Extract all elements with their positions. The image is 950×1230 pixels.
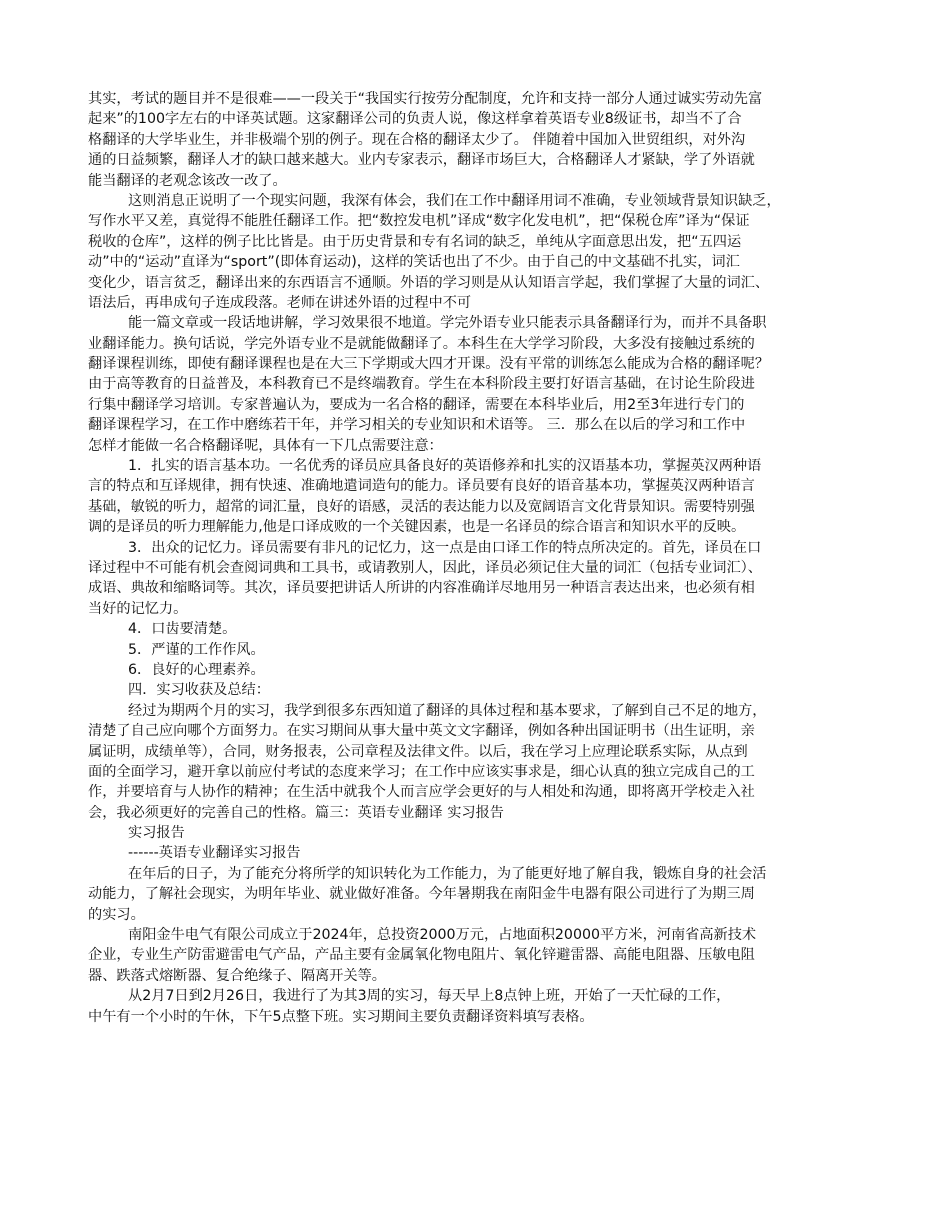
text-line: 经过为期两个月的实习，我学到很多东西知道了翻译的具体过程和基本要求，了解到自己不足的地方， <box>128 702 767 719</box>
text-line: 税收的仓库”，这样的例子比比皆是。由于历史背景和专有名词的缺乏，单纯从字面意思出发，把“五四运 <box>88 233 742 250</box>
text-line: 会，我必须更好的完善自己的性格。篇三：英语专业翻译 实习报告 <box>88 804 504 821</box>
text-line: 作，并要培育与人协作的精神；在生活中就我个人而言应学会更好的与人相处和沟通，即将离开学校走入社 <box>88 784 755 801</box>
text-line: 在年后的日子，为了能充分将所学的知识转化为工作能力，为了能更好地了解自我，锻炼自身的社会活 <box>128 865 767 882</box>
text-line: 实习报告 <box>128 825 185 842</box>
text-line: 属证明，成绩单等），合同，财务报表，公司章程及法律文件。以后，我在学习上应理论联系实际，从点到 <box>88 743 748 760</box>
text-line: 能一篇文章或一段话地讲解，学习效果很不地道。学完外语专业只能表示具备翻译行为，而并不具备职 <box>128 315 767 332</box>
text-line: 成语、典故和缩略词等。其次，译员要把讲话人所讲的内容准确详尽地用另一种语言表达出来，也必须有相 <box>88 580 755 597</box>
text-line: 器、跌落式熔断器、复合绝缘子、隔离开关等。 <box>88 967 386 984</box>
text-line: 这则消息正说明了一个现实问题，我深有体会，我们在工作中翻译用词不准确，专业领域背景知识缺乏， <box>128 192 781 209</box>
text-line: 写作水平又差，真觉得不能胜任翻译工作。把“数控发电机”译成“数字化发电机”，把“保税仓库”译为“保证 <box>88 213 750 230</box>
text-line: 从2月7日到2月26日，我进行了为其3周的实习，每天早上8点钟上班，开始了一天忙碌的工作， <box>128 988 731 1005</box>
text-line: 翻译课程训练，即使有翻译课程也是在大三下学期或大四才开课。没有平常的训练怎么能成为合格的翻译呢？ <box>88 356 770 373</box>
text-line: 4．口齿要清楚。 <box>128 621 237 638</box>
text-line: 起来”的100字左右的中译英试题。这家翻译公司的负责人说，像这样拿着英语专业8级证书，却当不了合 <box>88 111 742 128</box>
text-line: 1．扎实的语言基本功。一名优秀的译员应具备良好的英语修养和扎实的汉语基本功，掌握英汉两种语 <box>128 458 762 475</box>
text-line: 基础，敏锐的听力，超常的词汇量，良好的语感，灵活的表达能力以及宽阔语言文化背景知识。需要特别强 <box>88 498 755 515</box>
text-line: 行集中翻译学习培训。专家普遍认为，要成为一名合格的翻译，需要在本科毕业后，用2至3年进行专门的 <box>88 396 745 413</box>
text-line: 怎样才能做一名合格翻译呢，具体有一下几点需要注意： <box>88 437 443 454</box>
text-line: 中午有一个小时的午休，下午5点整下班。实习期间主要负责翻译资料填写表格。 <box>88 1008 594 1025</box>
text-line: 企业，专业生产防雷避雷电气产品，产品主要有金属氧化物电阻片、氧化锌避雷器、高能电阻器、压敏电阻 <box>88 947 755 964</box>
text-line: 能当翻译的老观念该改一改了。 <box>88 172 287 189</box>
text-line: 6．良好的心理素养。 <box>128 661 265 678</box>
text-line: 四．实习收获及总结： <box>128 682 270 699</box>
text-line: 调的是译员的听力理解能力,他是口译成败的一个关键因素，也是一名译员的综合语言和知识水平的反映。 <box>88 519 746 536</box>
text-line: 当好的记忆力。 <box>88 600 188 617</box>
text-line: 南阳金牛电气有限公司成立于2024年，总投资2000万元，占地面积20000平方米，河南省高新技术 <box>128 927 757 944</box>
text-line: 5．严谨的工作作风。 <box>128 641 265 658</box>
text-line: 译过程中不可能有机会查阅词典和工具书，或请教别人，因此，译员必须记住大量的词汇（包括专业词汇）、 <box>88 559 762 576</box>
text-line: 翻译课程学习，在工作中磨练若干年，并学习相关的专业知识和术语等。 三．那么在以后的学习和工作中 <box>88 417 746 434</box>
text-line: 业翻译能力。换句话说，学完外语专业不是就能做翻译了。本科生在大学学习阶段，大多没有接触过系统的 <box>88 335 755 352</box>
text-line: 动”中的“运动”直译为“sport”(即体育运动)，这样的笑话也出了不少。由于自己的中文基础不扎实，词汇 <box>88 254 740 271</box>
text-line: 变化少，语言贫乏，翻译出来的东西语言不通顺。外语的学习则是从认知语言学起，我们掌握了大量的词汇、 <box>88 274 770 291</box>
text-line: 语法后，再串成句子连成段落。老师在讲述外语的过程中不可 <box>88 294 472 311</box>
document-body <box>88 89 870 1027</box>
text-line: 面的全面学习，避开拿以前应付考试的态度来学习；在工作中应该实事求是，细心认真的独立完成自己的工 <box>88 763 755 780</box>
text-line: 3．出众的记忆力。译员需要有非凡的记忆力，这一点是由口译工作的特点所决定的。首先，译员在口 <box>128 539 762 556</box>
text-line: 格翻译的大学毕业生，并非极端个别的例子。现在合格的翻译太少了。 伴随着中国加入世贸组织，对外沟 <box>88 131 746 148</box>
text-line: ------英语专业翻译实习报告 <box>128 845 301 862</box>
text-line: 动能力，了解社会现实，为明年毕业、就业做好准备。今年暑期我在南阳金牛电器有限公司进行了为期三周 <box>88 886 755 903</box>
text-line: 其实，考试的题目并不是很难——一段关于“我国实行按劳分配制度，允许和支持一部分人通过诚实劳动先富 <box>88 91 763 107</box>
text-line: 清楚了自己应向哪个方面努力。在实习期间从事大量中英文文字翻译，例如各种出国证明书（出生证明，亲 <box>88 723 755 740</box>
text-line: 由于高等教育的日益普及，本科教育已不是终端教育。学生在本科阶段主要打好语言基础，在讨论生阶段进 <box>88 376 755 393</box>
text-line: 通的日益频繁，翻译人才的缺口越来越大。业内专家表示，翻译市场巨大，合格翻译人才紧缺，学了外语就 <box>88 152 755 169</box>
text-line: 的实习。 <box>88 906 145 923</box>
text-line: 言的特点和互译规律，拥有快速、准确地遣词造句的能力。译员要有良好的语音基本功，掌握英汉两种语言 <box>88 478 755 495</box>
